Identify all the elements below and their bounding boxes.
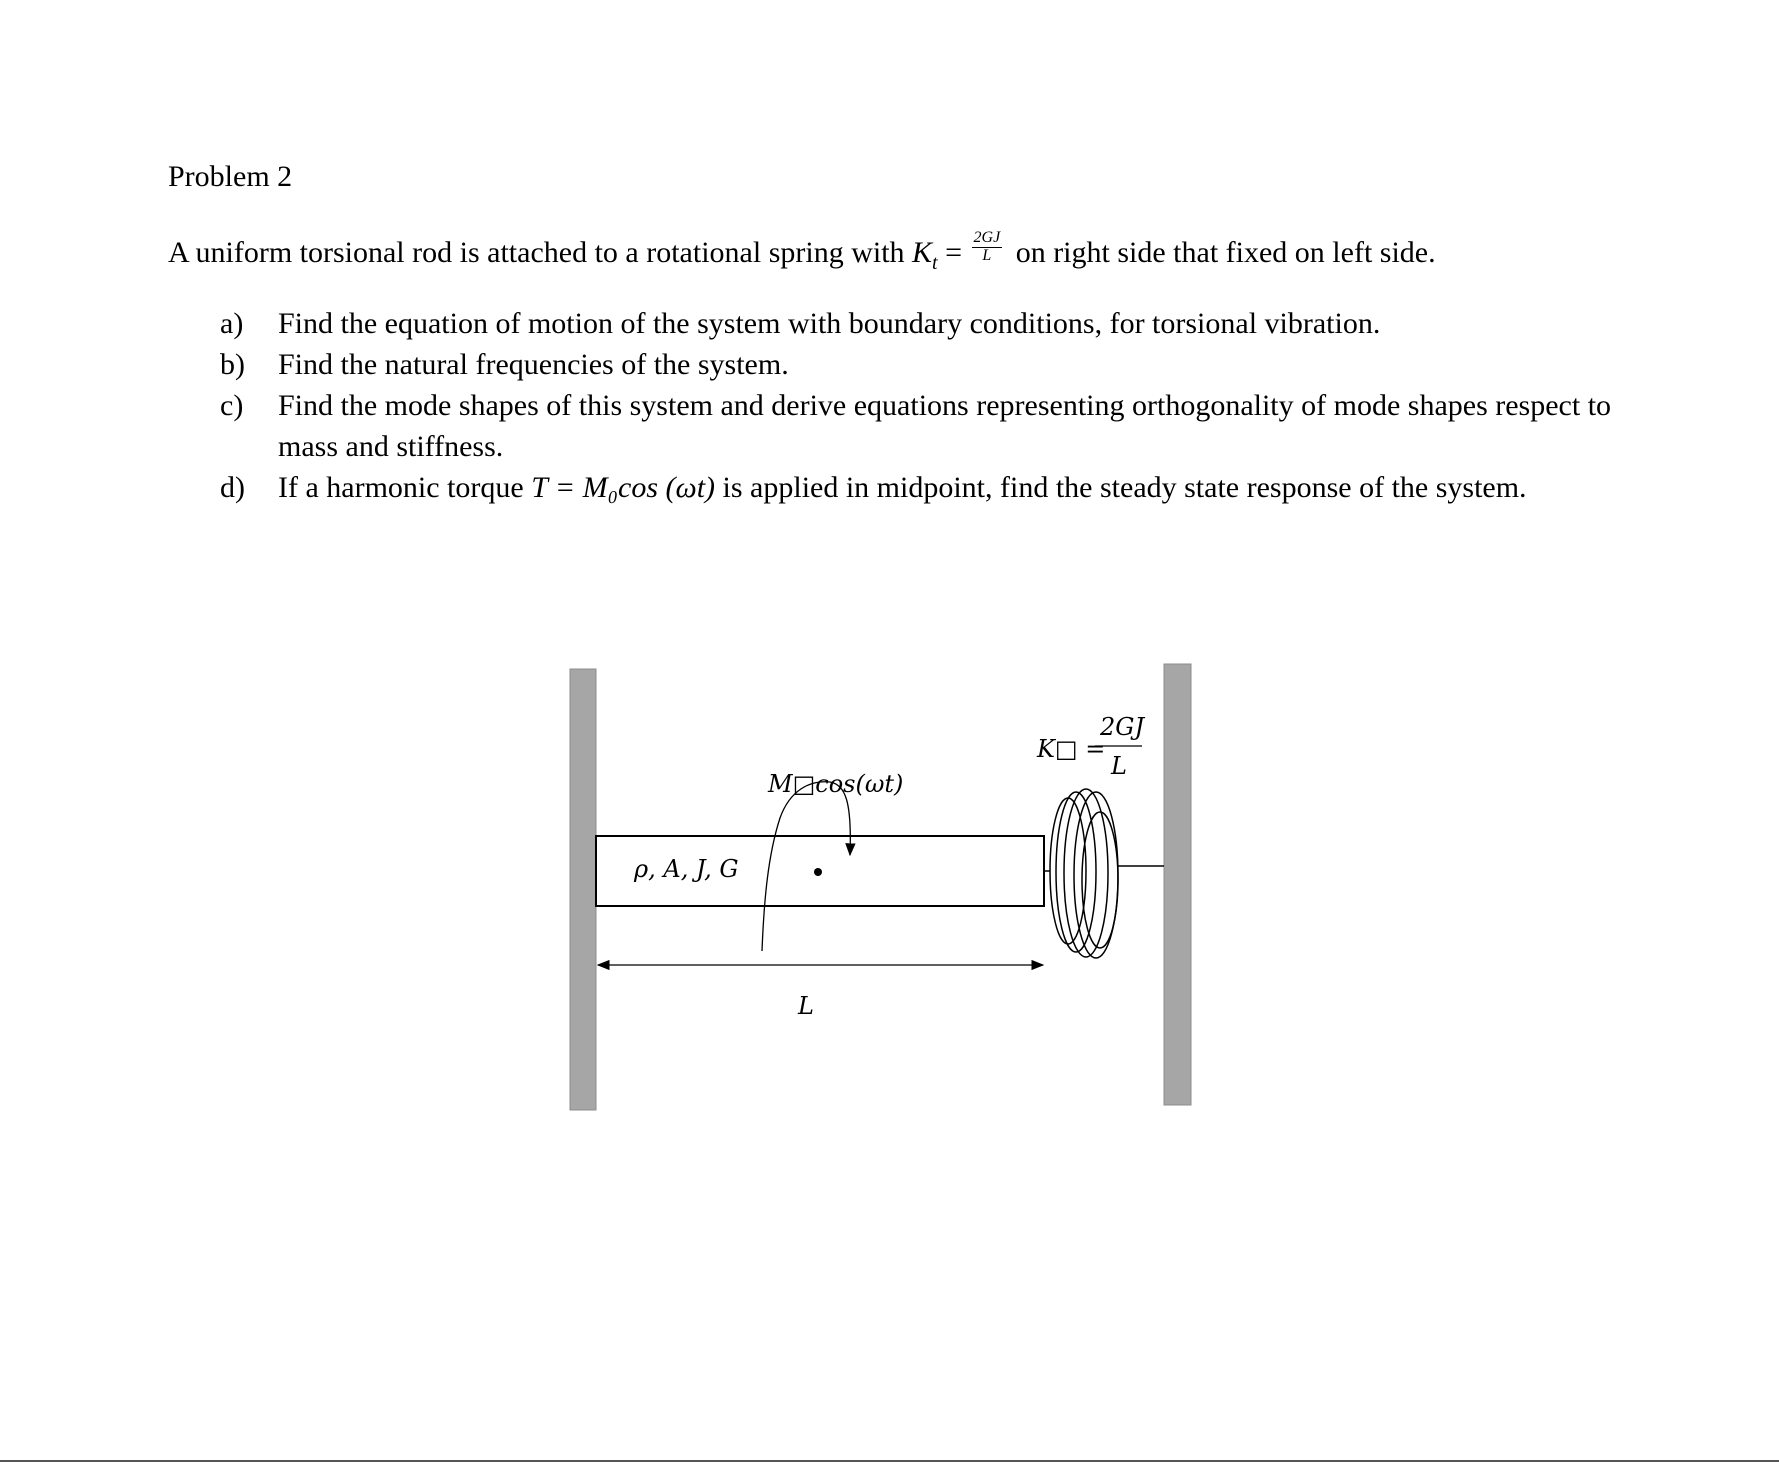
length-label: L [798,992,814,1020]
intro-text: A uniform torsional rod is attached to a rotational spring with [168,236,905,269]
item-text-end: is applied in midpoint, find the steady state response of the system. [722,471,1527,504]
kt-symbol: K [912,236,933,269]
item-text: Find the equation of motion of the system with boundary conditions, for torsional vibration. [278,307,1381,340]
item-text: Find the mode shapes of this system and derive equations representing orthogonality of mode shapes respect to mass and stiffness. [278,389,1612,463]
midpoint-dot [814,868,822,876]
rod-properties-label: ρ, A, J, G [634,855,739,883]
kt-equals: = [945,236,963,269]
problem-title: Problem 2 [168,160,293,193]
spring-constant-label: K□ = [1037,735,1106,763]
rotational-spring [1044,789,1164,958]
item-text: Find the natural frequencies of the system. [278,348,789,381]
item-label: b) [220,348,245,381]
item-label: c) [220,389,244,422]
torque-expression: T = M₀cos (ωt) [531,471,716,504]
item-text-start: If a harmonic torque [278,471,524,504]
intro-text-end: on right side that fixed on left side. [1015,236,1436,269]
right-wall [1164,664,1191,1105]
spring-fraction-denominator: L [1111,752,1127,780]
torque-label: M□cos(ωt) [768,770,904,798]
kt-numerator: 2GJ [973,228,1001,246]
spring-fraction-numerator: 2GJ [1100,713,1145,741]
kt-subscript: t [932,252,938,274]
kt-denominator: L [982,246,992,264]
item-label: d) [220,471,245,504]
left-wall [570,669,596,1110]
item-label: a) [220,307,244,340]
